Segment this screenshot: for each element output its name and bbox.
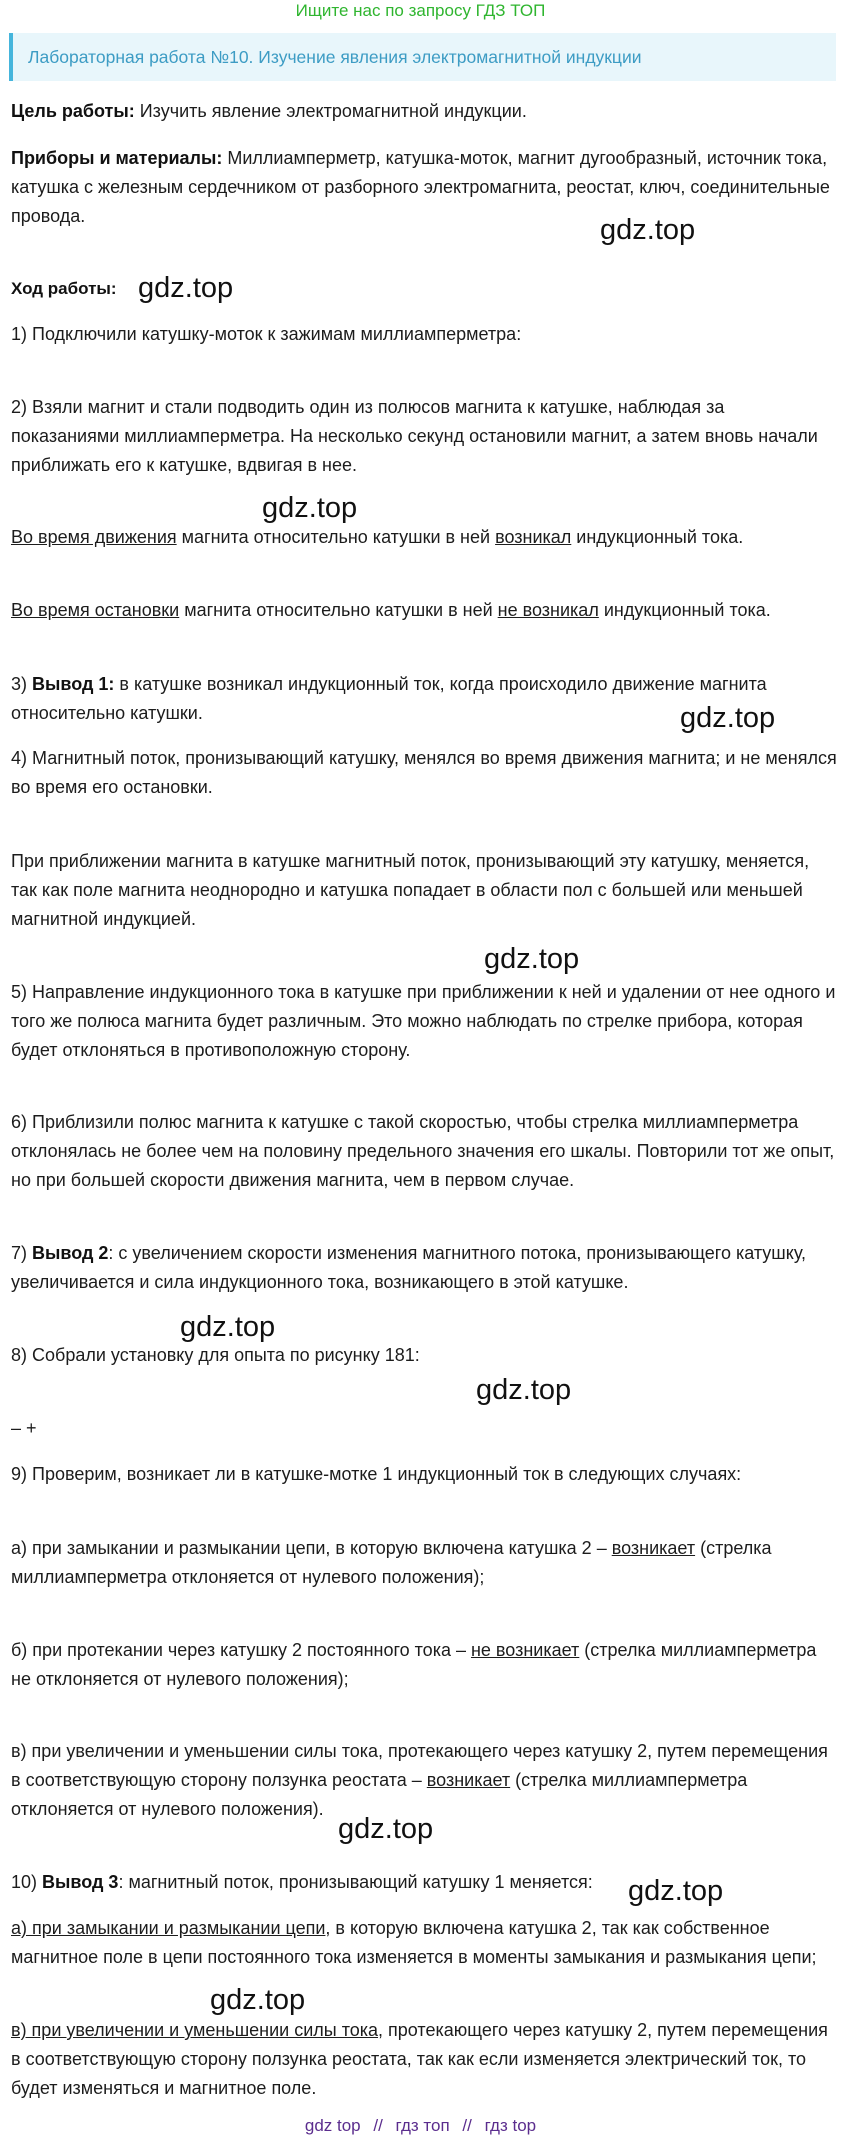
case-b-t1: б) при протекании через катушку 2 постоянного тока – [11, 1640, 471, 1660]
watermark: gdz.top [476, 1374, 572, 1406]
approach-paragraph: При приближении магнита в катушке магнитный поток, пронизывающий эту катушку, меняется, так как поле магнита неоднородно и катушка попадает в области пол с большей или меньшей магнитной индукцией. [11, 851, 810, 929]
watermark: gdz.top [338, 1813, 434, 1845]
footer-link-gdz-top-mixed[interactable]: гдз top [484, 2116, 537, 2135]
footer-link-gdz-top-ru[interactable]: гдз топ [395, 2116, 450, 2135]
progress-label: Ход работы: [11, 279, 117, 298]
concl-a-u: а) при замыкании и размыкании цепи [11, 1918, 326, 1938]
top-banner[interactable]: Ищите нас по запросу ГДЗ ТОП [295, 1, 546, 20]
case-b-t2: (стрелка миллиамперметра не отклоняется от нулевого положения); [11, 1640, 817, 1689]
materials-paragraph [11, 144, 837, 231]
obs-stop-u1: Во время остановки [11, 600, 180, 620]
step-9: 9) Проверим, возникает ли в катушке-мотке 1 индукционный ток в следующих случаях: [11, 1464, 742, 1484]
case-b [11, 1636, 837, 1694]
obs-stop-t1: магнита относительно катушки в ней [179, 600, 498, 620]
step-1: 1) Подключили катушку-моток к зажимам миллиамперметра: [11, 324, 522, 344]
obs-move-u2: возникал [495, 527, 572, 547]
goal-paragraph [11, 97, 837, 126]
footer-links [0, 2115, 841, 2137]
step-4: 4) Магнитный поток, пронизывающий катушку, менялся во время движения магнита; и не менялся во время его остановки. [11, 748, 837, 797]
step-8: 8) Собрали установку для опыта по рисунку 181: [11, 1345, 420, 1365]
concl-b-t: , протекающего через катушку 2, путем перемещения в соответствующую сторону ползунка реостата, так как если изменяется электрический ток, то будет изменяться и магнитное поле. [11, 2020, 828, 2098]
step-2: 2) Взяли магнит и стали подводить один из полюсов магнита к катушке, наблюдая за показаниями миллиамперметра. На несколько секунд остановили магнит, а затем вновь начали приближать его к катушке, вдвигая в нее. [11, 397, 818, 475]
case-a [11, 1534, 837, 1592]
watermark: gdz.top [484, 943, 580, 975]
case-c-u: возникает [426, 1770, 511, 1790]
conclusion-3-label: Вывод 3 [42, 1872, 119, 1892]
conclusion-1-label: Вывод 1: [32, 674, 115, 694]
obs-stop-t2: индукционный тока. [598, 600, 771, 620]
step-7 [11, 1239, 837, 1297]
footer-separator: // [462, 2116, 472, 2135]
footer-link-gdz-top[interactable]: gdz top [304, 2116, 361, 2135]
case-c-t2: (стрелка миллиамперметра отклоняется от нулевого положения). [11, 1770, 748, 1819]
step7-text: : с увеличением скорости изменения магнитного потока, пронизывающего катушку, увеличивается и сила индукционного тока, возникающего в этой катушке. [11, 1243, 807, 1292]
obs-move-u1: Во время движения [11, 527, 177, 547]
case-c [11, 1737, 837, 1824]
watermark: gdz.top [180, 1311, 276, 1343]
goal-label: Цель работы: [11, 101, 135, 121]
case-b-u: не возникает [470, 1640, 580, 1660]
observation-moving [11, 523, 837, 552]
watermark: gdz.top [680, 702, 776, 734]
step3-text: в катушке возникал индукционный ток, когда происходило движение магнита относительно катушки. [11, 674, 767, 723]
obs-stop-u2: не возникал [497, 600, 599, 620]
concl-b-u: в) при увеличении и уменьшении силы тока [11, 2020, 379, 2040]
polarity-label: – + [11, 1418, 37, 1438]
step3-num: 3) [11, 674, 33, 694]
step7-num: 7) [11, 1243, 33, 1263]
progress-heading [11, 274, 837, 303]
watermark: gdz.top [210, 1984, 306, 2016]
case-a-t1: а) при замыкании и размыкании цепи, в которую включена катушка 2 – [11, 1538, 612, 1558]
materials-text: Миллиамперметр, катушка-моток, магнит дугообразный, источник тока, катушка с железным сердечником от разборного электромагнита, реостат, ключ, соединительные провода. [11, 148, 830, 226]
watermark: gdz.top [628, 1875, 724, 1907]
goal-text: Изучить явление электромагнитной индукции. [134, 101, 527, 121]
step-5: 5) Направление индукционного тока в катушке при приближении к ней и удалении от нее одного и того же полюса магнита будет различным. Это можно наблюдать по стрелке прибора, которая будет отклоняться в противоположную сторону. [11, 982, 836, 1060]
obs-move-t1: магнита относительно катушки в ней [176, 527, 496, 547]
footer-separator: // [373, 2116, 383, 2135]
conclusion-b [11, 2016, 837, 2103]
materials-label: Приборы и материалы: [11, 148, 223, 168]
concl-a-t: , в которую включена катушка 2, так как собственное магнитное поле в цепи постоянного тока изменяется в моменты замыкания и размыкания цепи; [11, 1918, 817, 1967]
observation-stopped [11, 596, 837, 625]
step10-text: : магнитный поток, пронизывающий катушку 1 меняется: [118, 1872, 593, 1892]
obs-move-t2: индукционный тока. [571, 527, 744, 547]
page-title: Лабораторная работа №10. Изучение явления электромагнитной индукции [9, 33, 836, 81]
watermark: gdz.top [600, 214, 696, 246]
conclusion-2-label: Вывод 2 [32, 1243, 109, 1263]
step10-num: 10) [11, 1872, 43, 1892]
case-a-u: возникает [611, 1538, 696, 1558]
conclusion-a [11, 1914, 837, 1972]
watermark: gdz.top [262, 492, 358, 524]
case-c-t1: в) при увеличении и уменьшении силы тока, протекающего через катушку 2, путем перемещения в соответствующую сторону ползунка реостата – [11, 1741, 828, 1790]
case-a-t2: (стрелка миллиамперметра отклоняется от нулевого положения); [11, 1538, 772, 1587]
step-6: 6) Приблизили полюс магнита к катушке с такой скоростью, чтобы стрелка миллиамперметра отклонялась не более чем на половину предельного значения его шкалы. Повторили тот же опыт, но при большей скорости движения магнита, чем в первом случае. [11, 1112, 835, 1190]
watermark: gdz.top [138, 272, 234, 304]
